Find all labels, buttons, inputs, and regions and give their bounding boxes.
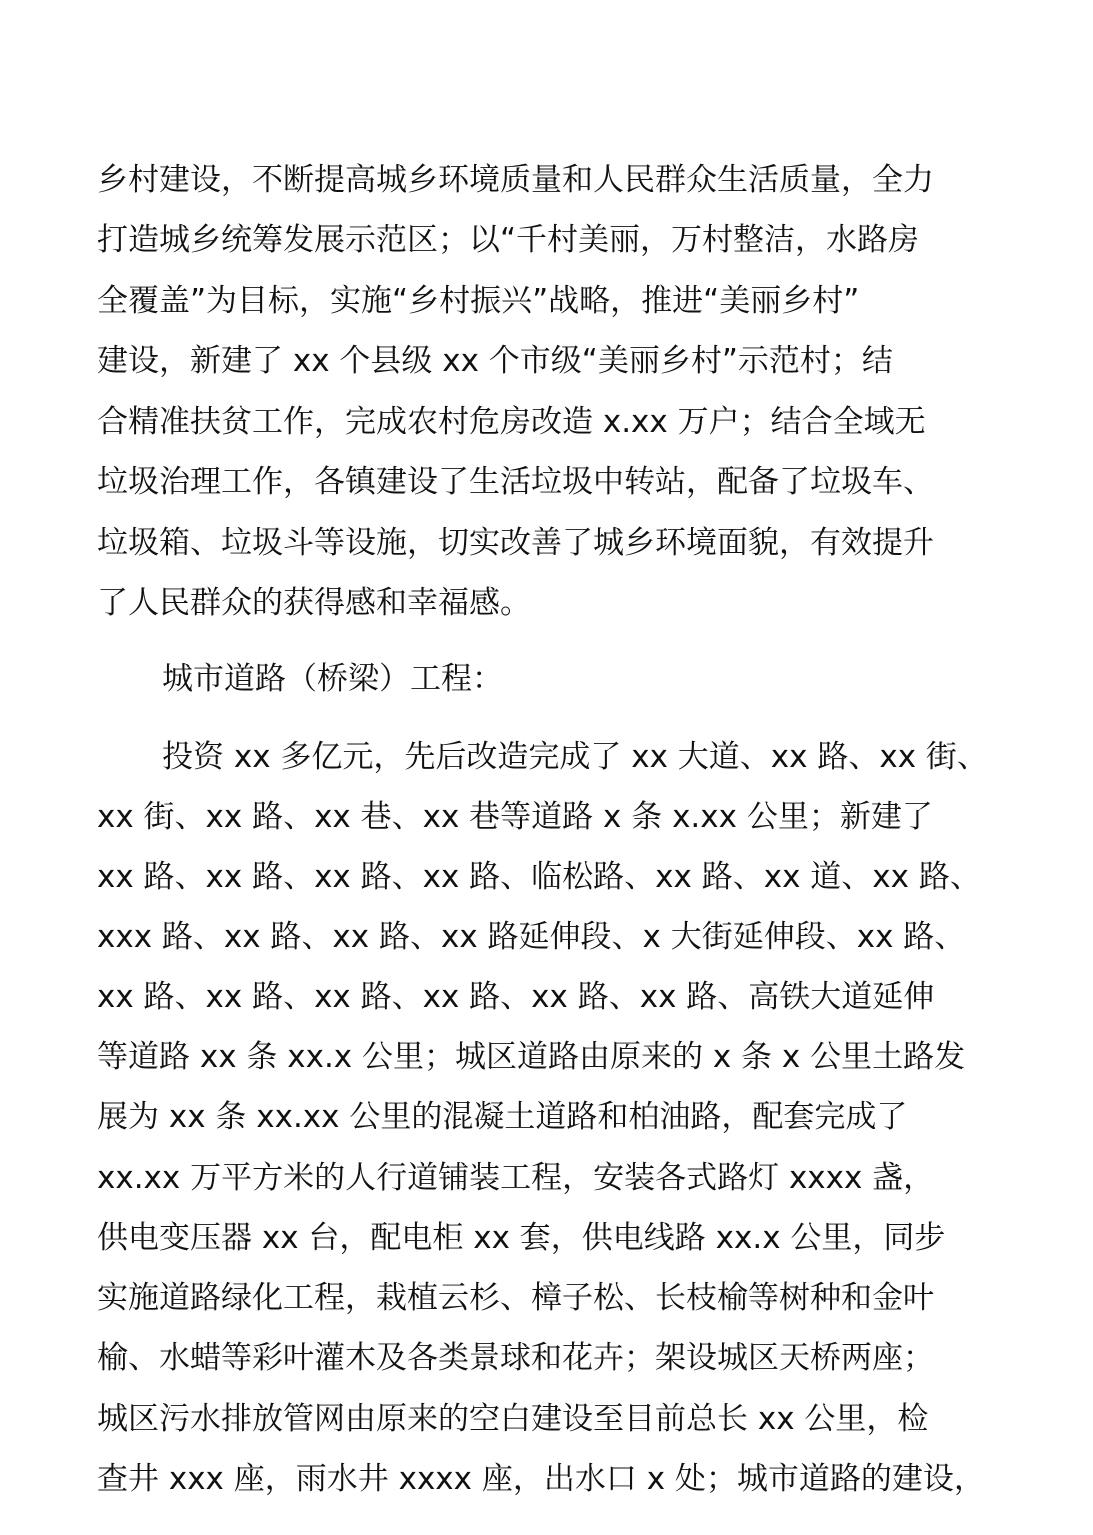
paragraph-line: 乡村建设，不断提高城乡环境质量和人民群众生活质量，全力 <box>97 162 934 198</box>
paragraph-line: 实施道路绿化工程，栽植云杉、樟子松、长枝榆等树种和金叶 <box>97 1280 934 1316</box>
section-heading: 城市道路（桥梁）工程： <box>162 661 503 697</box>
paragraph-line: 建设，新建了 xx 个县级 xx 个市级“美丽乡村”示范村；结 <box>97 343 893 379</box>
paragraph-line: 打造城乡统筹发展示范区；以“千村美丽，万村整洁，水路房 <box>97 222 920 258</box>
paragraph-line: 合精准扶贫工作，完成农村危房改造 x.xx 万户；结合全域无 <box>97 404 926 440</box>
paragraph-line: 查井 xxx 座，雨水井 xxxx 座，出水口 x 处；城市道路的建设， <box>97 1461 985 1497</box>
paragraph-line: xx 路、xx 路、xx 路、xx 路、临松路、xx 路、xx 道、xx 路、 <box>97 859 981 895</box>
paragraph-line: 投资 xx 多亿元，先后改造完成了 xx 大道、xx 路、xx 街、 <box>162 739 988 775</box>
paragraph-line: xx 街、xx 路、xx 巷、xx 巷等道路 x 条 x.xx 公里；新建了 <box>97 799 933 835</box>
paragraph-line: 垃圾治理工作，各镇建设了生活垃圾中转站，配备了垃圾车、 <box>97 464 934 500</box>
paragraph-line: xx.xx 万平方米的人行道铺装工程，安装各式路灯 xxxx 盏， <box>97 1160 935 1196</box>
paragraph-line: 供电变压器 xx 台，配电柜 xx 套，供电线路 xx.x 公里，同步 <box>97 1220 946 1256</box>
paragraph-line: xx 路、xx 路、xx 路、xx 路、xx 路、xx 路、高铁大道延伸 <box>97 979 935 1015</box>
paragraph-line: 全覆盖”为目标，实施“乡村振兴”战略，推进“美丽乡村” <box>97 283 860 319</box>
paragraph-line: 城区污水排放管网由原来的空白建设至目前总长 xx 公里，检 <box>97 1401 929 1437</box>
paragraph-line: 展为 xx 条 xx.xx 公里的混凝土道路和柏油路，配套完成了 <box>97 1099 908 1135</box>
paragraph-line: 等道路 xx 条 xx.x 公里；城区道路由原来的 x 条 x 公里土路发 <box>97 1039 966 1075</box>
paragraph-line: 了人民群众的获得感和幸福感。 <box>97 585 531 621</box>
paragraph-line: xxx 路、xx 路、xx 路、xx 路延伸段、x 大街延伸段、xx 路、 <box>97 919 966 955</box>
paragraph-line: 榆、水蜡等彩叶灌木及各类景球和花卉；架设城区天桥两座； <box>97 1340 934 1376</box>
paragraph-line: 垃圾箱、垃圾斗等设施，切实改善了城乡环境面貌，有效提升 <box>97 525 934 561</box>
